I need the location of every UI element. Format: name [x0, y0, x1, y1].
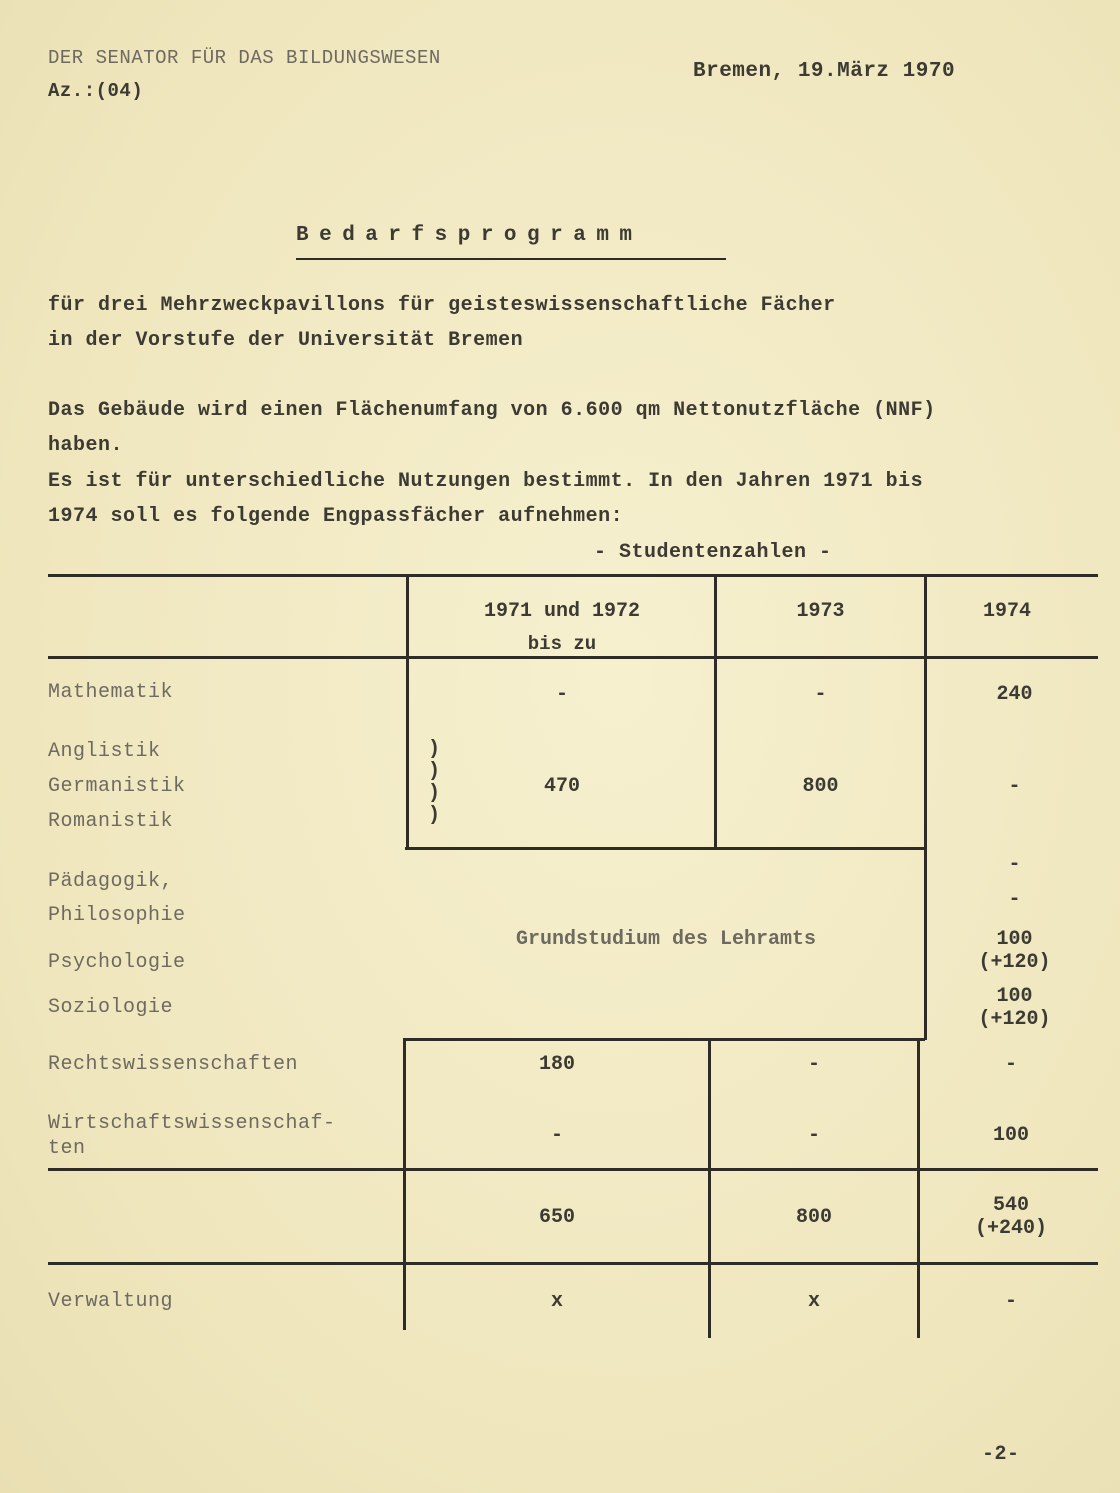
- column-header-1973: 1973: [796, 600, 845, 623]
- brace-mark: ): [428, 804, 441, 827]
- column-header-note: bis zu: [527, 633, 597, 655]
- intro-line-2: in der Vorstufe der Universität Bremen: [48, 329, 524, 352]
- cell-soziologie-1974: 100: [996, 985, 1033, 1008]
- intro-line-1: für drei Mehrzweckpavillons für geisteswissenschaftliche Fächer: [48, 294, 836, 317]
- cell-sprachen-1973: 800: [802, 775, 839, 798]
- paragraph-1-line-2: haben.: [48, 434, 124, 457]
- cell-verwaltung-1974: -: [1004, 1290, 1017, 1313]
- cell-psychologie-1974-extra: (+120): [978, 951, 1051, 974]
- col-divider-1-lower: [403, 1038, 406, 1330]
- table-top-rule: [48, 574, 1098, 577]
- cell-sum-1971: 650: [538, 1206, 575, 1229]
- row-label-anglistik: Anglistik: [48, 740, 161, 763]
- cell-paedagogik-1974: -: [1008, 853, 1021, 876]
- paragraph-2-line-2: 1974 soll es folgende Engpassfächer aufnehmen:: [48, 505, 624, 528]
- title-underline: [296, 258, 726, 260]
- paragraph-1-line-1: Das Gebäude wird einen Flächenumfang von 6.600 qm Nettonutzfläche (NNF): [48, 399, 936, 422]
- row-label-rechtswissenschaften: Rechtswissenschaften: [48, 1053, 299, 1076]
- row-label-wirtschaft-line-2: ten: [48, 1137, 86, 1160]
- brace-mark: ): [428, 738, 441, 761]
- cell-sprachen-1971: 470: [543, 775, 580, 798]
- brace-mark: ): [428, 782, 441, 805]
- merged-cell-grundstudium: Grundstudium des Lehramts: [515, 928, 817, 951]
- cell-soziologie-1974-extra: (+120): [978, 1008, 1051, 1031]
- document-title: Bedarfsprogramm: [296, 224, 643, 247]
- cell-recht-1971: 180: [538, 1053, 575, 1076]
- column-header-1974: 1974: [982, 600, 1031, 623]
- issuing-authority: DER SENATOR FÜR DAS BILDUNGSWESEN: [48, 47, 441, 69]
- cell-mathematik-1974: 240: [996, 683, 1033, 706]
- row-label-verwaltung: Verwaltung: [48, 1290, 174, 1313]
- sum-bottom-rule: [48, 1262, 1098, 1265]
- column-header-1971-1972: 1971 und 1972: [483, 600, 641, 623]
- table-header-rule: [48, 656, 1098, 659]
- sum-top-rule: [48, 1168, 1098, 1171]
- cell-sum-1974: 540: [992, 1194, 1029, 1217]
- cell-wirtschaft-1971: -: [550, 1124, 563, 1147]
- lehramt-top-rule: [405, 847, 925, 850]
- cell-mathematik-1973: -: [814, 683, 827, 706]
- table-caption: - Studentenzahlen -: [594, 541, 832, 564]
- cell-recht-1973: -: [807, 1053, 820, 1076]
- cell-wirtschaft-1974: 100: [992, 1124, 1029, 1147]
- row-label-germanistik: Germanistik: [48, 775, 186, 798]
- cell-recht-1974: -: [1004, 1053, 1017, 1076]
- row-label-mathematik: Mathematik: [48, 681, 174, 704]
- paragraph-2-line-1: Es ist für unterschiedliche Nutzungen bestimmt. In den Jahren 1971 bis: [48, 470, 924, 493]
- cell-philosophie-1974: -: [1008, 888, 1021, 911]
- cell-wirtschaft-1973: -: [807, 1124, 820, 1147]
- row-label-paedagogik: Pädagogik,: [48, 870, 174, 893]
- row-label-soziologie: Soziologie: [48, 996, 174, 1019]
- cell-sum-1974-extra: (+240): [974, 1217, 1047, 1240]
- row-label-romanistik: Romanistik: [48, 810, 174, 833]
- cell-verwaltung-1973: x: [807, 1290, 820, 1313]
- reference-number: Az.:(04): [48, 80, 144, 102]
- cell-sprachen-1974: -: [1008, 775, 1021, 798]
- cell-mathematik-1971: -: [555, 683, 568, 706]
- brace-mark: ): [428, 760, 441, 783]
- row-label-wirtschaft-line-1: Wirtschaftswissenschaf-: [48, 1112, 336, 1135]
- row-label-philosophie: Philosophie: [48, 904, 186, 927]
- cell-sum-1973: 800: [795, 1206, 832, 1229]
- page-number: -2-: [982, 1443, 1020, 1466]
- row-label-psychologie: Psychologie: [48, 951, 186, 974]
- cell-psychologie-1974: 100: [996, 928, 1033, 951]
- lehramt-bottom-rule: [405, 1038, 925, 1041]
- col-divider-1-upper: [406, 574, 409, 848]
- cell-verwaltung-1971: x: [550, 1290, 563, 1313]
- place-date: Bremen, 19.März 1970: [693, 60, 956, 83]
